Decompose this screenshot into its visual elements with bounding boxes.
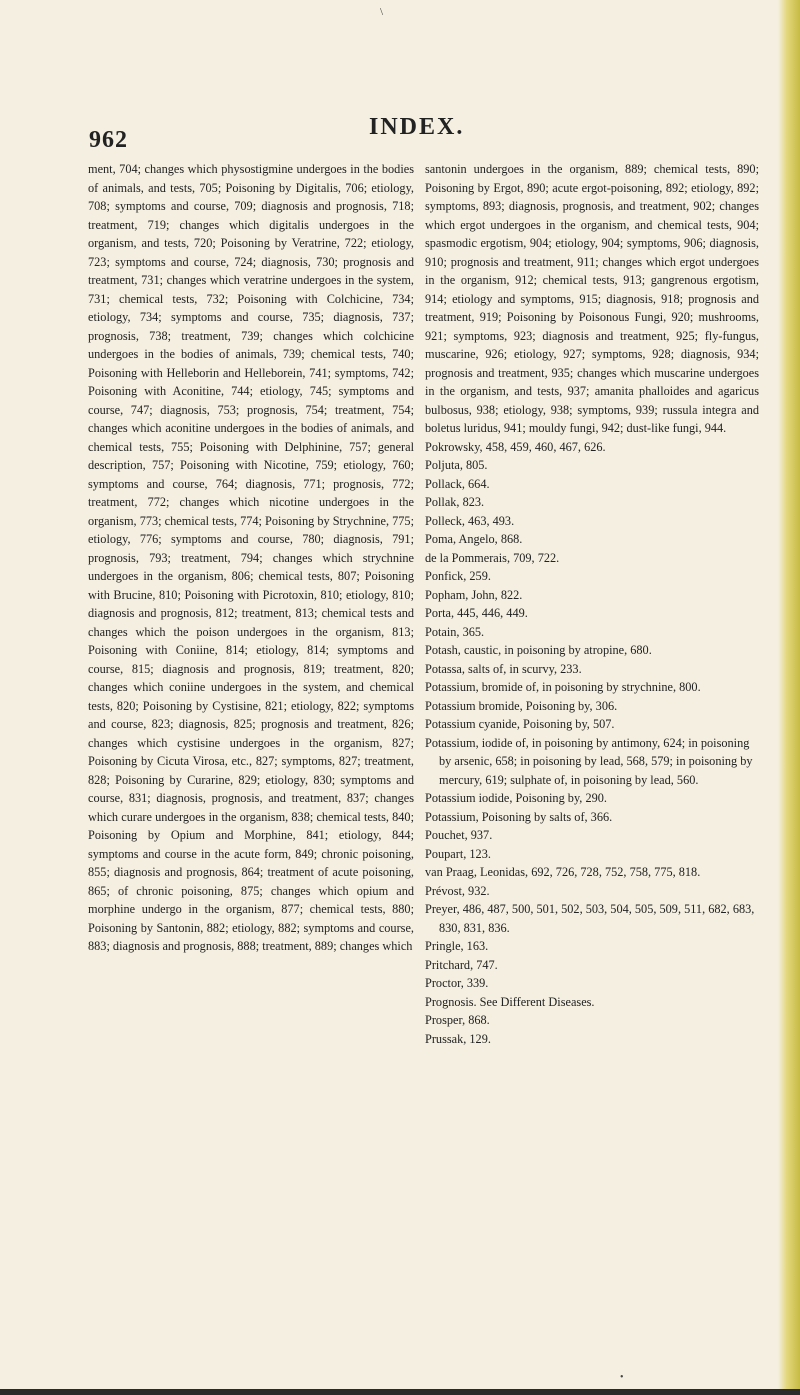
index-entry: Potain, 365.	[425, 624, 485, 639]
index-entry: Prévost, 932.	[425, 883, 490, 898]
index-entry: Pollak, 823.	[425, 495, 485, 509]
index-entry: Porta, 445, 446, 449.	[425, 606, 528, 620]
index-entry: Pokrowsky, 458, 459, 460, 467, 626.	[425, 439, 606, 454]
index-entry: Potassium, bromide of, in poisoning by strychnine, 800.	[425, 680, 701, 694]
page-title: INDEX.	[369, 114, 465, 140]
page-edge-shadow	[778, 0, 800, 1395]
index-entry: Ponfick, 259.	[425, 569, 491, 583]
index-entry: Preyer, 486, 487, 500, 501, 502, 503, 504, 505, 509, 511, 682, 683, 830, 831, 836.	[425, 902, 755, 935]
index-entry: Poupart, 123.	[425, 846, 491, 861]
index-entry: Pritchard, 747.	[425, 957, 498, 972]
index-entry: Potassium, iodide of, in poisoning by antimony, 624; in poisoning by arsenic, 658; in poisoning by lead, 568, 579; in poisoning by mercury, 619; sulphate of, in poisoning by lead, 560.	[425, 735, 753, 787]
index-entry-list	[425, 438, 759, 1049]
index-entry: Poljuta, 805.	[425, 458, 488, 472]
left-column	[88, 160, 414, 956]
index-entry: Potassium bromide, Poisoning by, 306.	[425, 698, 618, 713]
index-entry: Prosper, 868.	[425, 1013, 490, 1027]
right-column	[425, 160, 759, 1048]
index-entry: Poma, Angelo, 868.	[425, 532, 523, 546]
index-entry: van Praag, Leonidas, 692, 726, 728, 752, 758, 775, 818.	[425, 865, 701, 879]
index-entry: Pouchet, 937.	[425, 828, 493, 842]
index-entry: Prussak, 129.	[425, 1031, 491, 1046]
index-entry: Pringle, 163.	[425, 939, 489, 953]
bottom-mark: •	[620, 1372, 624, 1383]
index-entry: Popham, John, 822.	[425, 587, 523, 602]
index-entry: Proctor, 339.	[425, 976, 489, 990]
index-entry: Potash, caustic, in poisoning by atropine, 680.	[425, 643, 652, 657]
index-entry: Potassium iodide, Poisoning by, 290.	[425, 791, 607, 805]
index-entry: Potassa, salts of, in scurvy, 233.	[425, 661, 582, 676]
index-entry-continuation: ment, 704; changes which physostigmine undergoes in the bodies of animals, and tests, 705; Poisoning by Digitalis, 706; etiology, 708; symptoms and course, 709; diagnosis and prognosis, 718; treatment, 719; changes which digitalis undergoes in the organism, and tests, 720; Poisoning by Veratrine, 722; etiology, 723; symptoms and course, 724; diagnosis, 730; prognosis and treatment, 731; changes which veratrine undergoes in the system, 731; chemical tests, 732; Poisoning with Colchicine, 734; etiology, 734; symptoms and course, 735; diagnosis, 737; prognosis, 738; treatment, 739; changes which colchicine undergoes in the bodies of animals, 739; chemical tests, 740; Poisoning with Helleborin and Helleborein, 741; symptoms, 742; Poisoning with Aconitine, 744; etiology, 745; symptoms and course, 747; diagnosis, 753; prognosis, 754; treatment, 754; changes which aconitine undergoes in the bodies of animals, and chemical tests, 755; Poisoning with Delphinine, 757; general description, 757; Poisoning with Nicotine, 759; etiology, 760; symptoms and course, 764; diagnosis, 771; prognosis, 772; treatment, 772; changes which nicotine undergoes in the organism, 773; chemical tests, 774; Poisoning by Strychnine, 775; etiology, 776; symptoms and course, 780; diagnosis, 791; prognosis, 793; treatment, 794; changes which strychnine undergoes in the organism, 806; chemical tests, 807; Poisoning with Brucine, 810; Poisoning with Picrotoxin, 810; etiology, 810; diagnosis and prognosis, 812; treatment, 813; chemical tests and changes which the poison undergoes in the organism, 813; Poisoning with Coniine, 814; etiology, 814; symptoms and course, 815; diagnosis and prognosis, 819; treatment, 820; changes which coniine undergoes in the system, and chemical tests, 820; Poisoning by Cystisine, 821; etiology, 822; symptoms and course, 823; diagnosis, 825; prognosis and treatment, 826; changes which cystisine undergoes in the organism, 827; Poisoning by Cicuta Virosa, etc., 827; symptoms, 827; treatment, 828; Poisoning by Curarine, 829; etiology, 830; symptoms and course, 831; diagnosis, prognosis, and treatment, 837; changes which curare undergoes in the organism, 838; chemical tests, 840; Poisoning by Opium and Morphine, 841; etiology, 844; symptoms and course in the acute form, 849; chronic poisoning, 855; diagnosis and prognosis, 864; treatment of acute poisoning, 865; of chronic poisoning, 875; changes which opium and morphine undergo in the organism, 877; chemical tests, 880; Poisoning by Santonin, 882; etiology, 882; symptoms and course, 883; diagnosis and prognosis, 888; treatment, 889; changes which	[88, 162, 414, 953]
top-mark: \	[380, 6, 384, 18]
index-entry-continuation: santonin undergoes in the organism, 889; chemical tests, 890; Poisoning by Ergot, 890; acute ergot-poisoning, 892; etiology, 892; symptoms, 893; diagnosis, prognosis, and treatment, 902; changes which ergot undergoes in the organism, and chemical tests, 904; spasmodic ergotism, 904; etiology, 904; symptoms, 906; diagnosis, 910; prognosis and treatment, 911; changes which ergot undergoes in the organism, 912; chemical tests, 913; gangrenous ergotism, 914; etiology and symptoms, 915; diagnosis, 918; prognosis and treatment, 919; Poisoning by Poisonous Fungi, 920; mushrooms, 921; symptoms, 923; diagnosis and treatment, 925; fly-fungus, muscarine, 926; etiology, 927; symptoms, 928; diagnosis, 934; prognosis and treatment, 935; changes which muscarine undergoes in the organism, and tests, 937; amanita phalloides and agaricus bulbosus, 938; etiology, 938; symptoms, 939; russula integra and boletus luridus, 941; mouldy fungi, 942; dust-like fungi, 944.	[425, 162, 759, 435]
index-entry: Potassium cyanide, Poisoning by, 507.	[425, 717, 615, 731]
index-entry: de la Pommerais, 709, 722.	[425, 550, 560, 565]
bottom-edge	[0, 1389, 800, 1395]
index-entry: Prognosis. See Different Diseases.	[425, 994, 595, 1009]
index-entry: Polleck, 463, 493.	[425, 513, 515, 528]
index-entry: Pollack, 664.	[425, 476, 490, 491]
page-number: 962	[89, 127, 128, 153]
index-entry: Potassium, Poisoning by salts of, 366.	[425, 809, 613, 824]
